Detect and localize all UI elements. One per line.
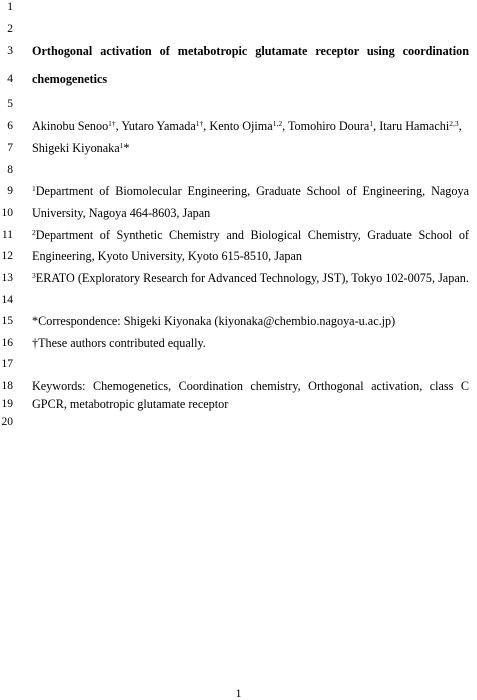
author-name: Itaru Hamachi xyxy=(379,119,450,133)
line-number-18: 18 xyxy=(1,380,13,392)
line-number-14: 14 xyxy=(1,294,13,306)
line-number-15: 15 xyxy=(1,315,13,327)
line-number-17: 17 xyxy=(1,358,13,370)
keywords-line-2: GPCR, metabotropic glutamate receptor xyxy=(32,397,229,411)
page-number: 1 xyxy=(235,686,242,700)
correspondence-note: *Correspondence: Shigeki Kiyonaka (kiyonaka@chembio.nagoya-u.ac.jp) xyxy=(32,314,396,328)
line-number-5: 5 xyxy=(7,98,13,110)
line-number-10: 10 xyxy=(1,207,13,219)
line-number-9: 9 xyxy=(7,185,13,197)
line-number-16: 16 xyxy=(1,337,13,349)
author-list-line-2 xyxy=(32,141,469,155)
line-number-11: 11 xyxy=(1,229,13,241)
author-list-line-1: Akinobu Senoo$^{1\dagger}$, Yutaro Yamada$^{1\dagger}$, Kento Ojima$^{1,2}$, Tomohiro Doura$^1$, Itaru Hamachi$^{2,3}$, xyxy=(32,119,462,133)
affiliation-number: 2 xyxy=(32,228,36,237)
line-number-6: 6 xyxy=(7,120,13,132)
author-affiliation-mark: 1† xyxy=(108,119,116,128)
author-name: Tomohiro Doura xyxy=(287,119,370,133)
author-name: Shigeki Kiyonaka xyxy=(32,141,120,155)
line-number-19: 19 xyxy=(1,398,13,410)
affiliation-number: 3 xyxy=(32,271,36,280)
affiliation-text: Department of Synthetic Chemistry and Biological Chemistry, Graduate School of xyxy=(35,228,469,242)
equal-contribution-note: †These authors contributed equally. xyxy=(32,336,206,350)
author-name: Yutaro Yamada xyxy=(121,119,196,133)
author-affiliation-mark: 1,2 xyxy=(272,119,283,128)
line-number-3: 3 xyxy=(7,45,13,57)
affiliation-2-line-2: Engineering, Kyoto University, Kyoto 615-8510, Japan xyxy=(32,249,302,263)
affiliation-3 xyxy=(32,271,469,285)
line-number-2: 2 xyxy=(7,23,13,35)
line-number-20: 20 xyxy=(1,416,13,428)
paper-title-line-2: chemogenetics xyxy=(32,72,108,86)
author-affiliation-mark: 1† xyxy=(195,119,204,128)
keywords-line-1: Keywords: Chemogenetics, Coordination chemistry, Orthogonal activation, class C xyxy=(32,379,469,393)
affiliation-text: ERATO (Exploratory Research for Advanced Technology, JST), Tokyo 102-0075, Japan. xyxy=(35,271,469,285)
line-number-7: 7 xyxy=(7,142,13,154)
affiliation-1-line-1 xyxy=(32,184,469,198)
line-number-12: 12 xyxy=(1,250,13,262)
affiliation-text: Department of Biomolecular Engineering, Graduate School of Engineering, Nagoya xyxy=(35,184,469,198)
line-number-8: 8 xyxy=(7,164,13,176)
affiliation-2-line-1 xyxy=(32,228,469,242)
affiliation-number: 1 xyxy=(32,184,36,193)
corresponding-author-mark: * xyxy=(123,141,130,155)
affiliation-1-line-2: University, Nagoya 464-8603, Japan xyxy=(32,206,211,220)
author-name: Akinobu Senoo xyxy=(32,119,109,133)
line-number-4: 4 xyxy=(7,73,13,85)
line-number-13: 13 xyxy=(1,272,13,284)
paper-title-line-1: Orthogonal activation of metabotropic glutamate receptor using coordination xyxy=(32,44,469,58)
author-affiliation-mark: 1 xyxy=(369,119,374,128)
author-affiliation-mark: 2,3 xyxy=(449,119,459,128)
author-name: Kento Ojima xyxy=(209,119,273,133)
author-affiliation-mark: 1 xyxy=(119,141,124,150)
line-number-1: 1 xyxy=(7,1,13,13)
